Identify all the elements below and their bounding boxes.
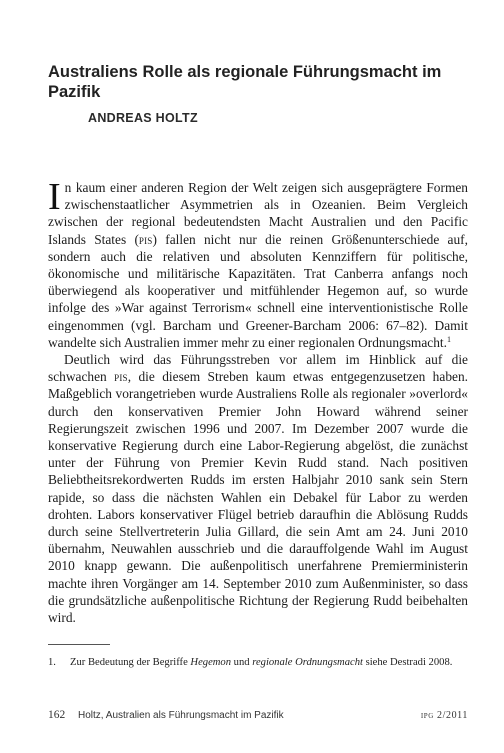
issue-label: ipg 2/2011 (420, 710, 468, 721)
paragraph-1-text-a: n kaum einer anderen Region der Welt zeigen sich ausgeprägtere Formen zwischenstaatlicher Asymmetrien als in Ozeanien. Beim Vergleich zwischen der regional bedeutendsten Macht Australien und den Pacific Islands States ( (48, 180, 468, 247)
footnote-text-c: siehe Destradi 2008. (362, 657, 453, 668)
paragraph-2 (48, 351, 468, 626)
footnote-term-ordnungsmacht: regionale Ordnungsmacht (252, 657, 363, 668)
paragraph-2-text-b: , die diesem Streben kaum etwas entgegenzusetzen haben. Maßgeblich vorangetrieben wurde Australiens Rolle als regionaler »overlord« durch den konservativen Premier John Howard während seiner Regierungszeit zwischen 1996 und 2007. Im Dezember 2007 wurde die konservative Regierung durch eine Labor-Regierung abgelöst, die zunächst unter der Führung von Premier Kevin Rudd stand. Nach positiven Beliebtheitsrekordwerten Rudds im ersten Halbjahr 2010 sank sein Stern rapide, so dass die nächsten Wahlen ein Debakel für Labor zu werden drohten. Labors konservativer Flügel betrieb daraufhin die Ablösung Rudds durch seine Stellvertreterin Julia Gillard, die sein Amt am 24. Juni 2010 übernahm, Neuwahlen ausschrieb und die darauffolgende Wahl im August 2010 knapp gewann. Die außenpolitisch unerfahrene Premierministerin machte ihren Vorgänger am 14. September 2010 zum Außenminister, so dass die grundsätzliche außenpolitische Richtung der Regierung Rudd beibehalten wird. (48, 369, 468, 626)
footnote-term-hegemon: Hegemon (190, 657, 232, 668)
article-author: ANDREAS HOLTZ (88, 111, 198, 125)
article-body (48, 176, 468, 626)
footnote-text (70, 656, 468, 670)
page-number: 162 (48, 709, 66, 721)
paragraph-2-text-a: Deutlich wird das Führungsstreben vor allem im Hinblick auf die schwachen (48, 352, 468, 385)
footnote-text-a: Zur Bedeutung der Begriffe (70, 657, 191, 668)
abbreviation-pis: pis (114, 369, 128, 385)
paragraph-1-text-b: ) fallen nicht nur die reinen Größenunterschiede auf, sondern auch die relativen und absoluten Kennziffern für politische, ökonomische und militärische Kapazitäten. Trat Canberra anfangs noch überwiegend als kooperativer und mitfühlender Hegemon auf, so wurde infolge des »War against Terrorism« schnell eine interventionistische Rolle eingenommen (vgl. Barcham und Greener-Barcham 2006: 67–82). Damit wandelte sich Australien immer mehr zu einer regionalen Ordnungsmacht. (48, 231, 468, 350)
page-footer (48, 709, 468, 725)
running-head: Holtz, Australien als Führungsmacht im Pazifik (78, 710, 284, 721)
footnote-divider (48, 644, 110, 645)
drop-cap: I (48, 176, 61, 218)
footnote (48, 656, 468, 670)
footnote-text-b: und (231, 657, 253, 668)
abbreviation-pis: pis (138, 231, 153, 247)
article-title: Australiens Rolle als regionale Führungsmacht im Pazifik (48, 63, 442, 101)
paragraph-1 (48, 176, 468, 351)
footnote-number: 1. (48, 657, 56, 668)
footnote-reference[interactable]: 1 (447, 334, 451, 344)
